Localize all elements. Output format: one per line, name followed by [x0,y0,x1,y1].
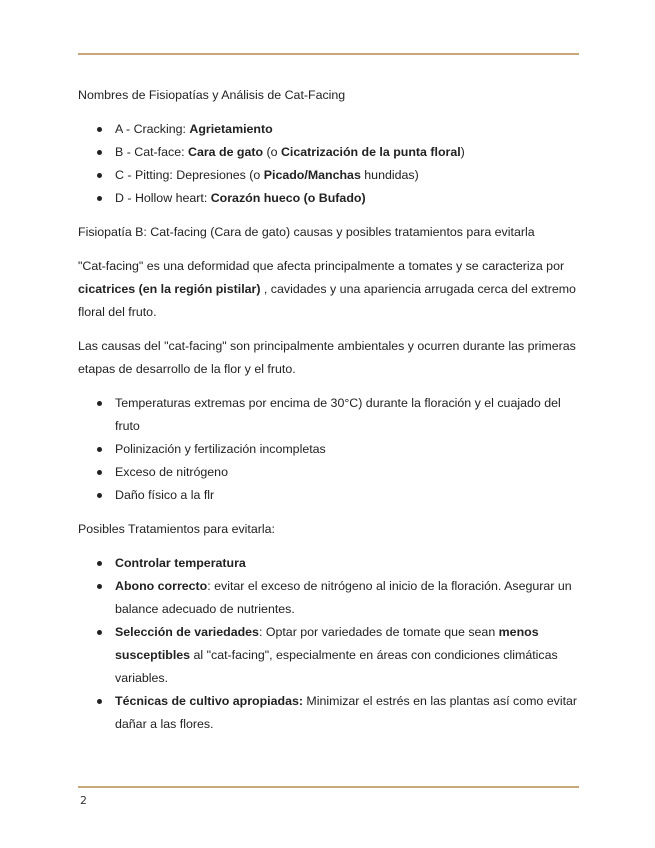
list-item: Técnicas de cultivo apropiadas: Minimizar el estrés en las plantas así como evitar dañar a las flores. [115,690,583,736]
list-item: Controlar temperatura [115,552,583,575]
list-item: Exceso de nitrógeno [115,461,583,484]
names-list [78,118,583,210]
treatments-intro: Posibles Tratamientos para evitarla: [78,522,275,536]
list-item: Temperaturas extremas por encima de 30°C) durante la floración y el cuajado del fruto [115,392,583,438]
list-item: B - Cat-face: Cara de gato (o Cicatrización de la punta floral) [115,141,583,164]
list-item: C - Pitting: Depresiones (o Picado/Manchas hundidas) [115,164,583,187]
list-item: Polinización y fertilización incompletas [115,438,583,461]
footer-rule [78,786,579,788]
list-item: A - Cracking: Agrietamiento [115,118,583,141]
treatments-list [78,552,583,736]
list-item: Abono correcto: evitar el exceso de nitrógeno al inicio de la floración. Asegurar un balance adecuado de nutrientes. [115,575,583,621]
causes-intro: Las causas del "cat-facing" son principalmente ambientales y ocurren durante las primeras etapas de desarrollo de la flor y el fruto. [78,339,576,376]
names-heading: Nombres de Fisiopatías y Análisis de Cat-Facing [78,88,346,102]
causes-list [78,392,583,507]
document-body [78,84,583,747]
list-item: Selección de variedades: Optar por variedades de tomate que sean menos susceptibles al "cat-facing", especialmente en áreas con condiciones climáticas variables. [115,621,583,690]
section-title: Fisiopatía B: Cat-facing (Cara de gato) causas y posibles tratamientos para evitarla [78,225,535,239]
list-item: D - Hollow heart: Corazón hueco (o Bufado) [115,187,583,210]
list-item: Daño físico a la flr [115,484,583,507]
page-number: 2 [80,794,87,807]
header-rule [78,53,579,55]
definition-paragraph: "Cat-facing" es una deformidad que afecta principalmente a tomates y se caracteriza por cicatrices (en la región pistilar) , cavidades y una apariencia arrugada cerca del extremo floral del fruto. [78,259,576,319]
